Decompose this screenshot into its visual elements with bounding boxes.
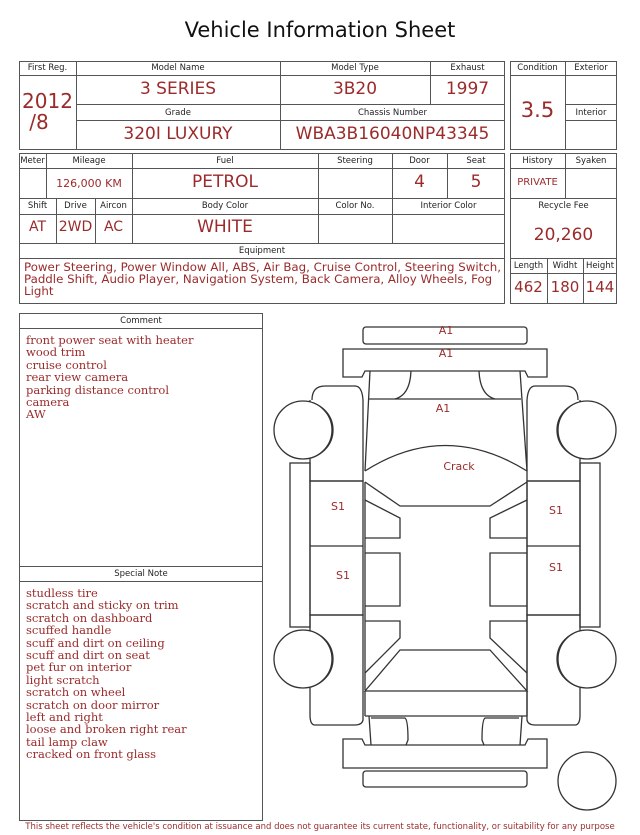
steering-label: Steering [337, 156, 373, 166]
right-front-door-mark: S1 [549, 504, 563, 517]
grade-label: Grade [165, 108, 191, 118]
left-rocker [290, 463, 310, 627]
note-item: scratch and sticky on trim [26, 598, 179, 613]
fuel-value: PETROL [191, 172, 259, 192]
shift-value: AT [28, 219, 47, 235]
right-rear-door-mark: S1 [549, 561, 563, 574]
note-item: scratch on dashboard [26, 610, 153, 625]
model-type-value: 3B20 [332, 79, 378, 99]
width-value: 180 [550, 278, 580, 296]
syaken-label: Syaken [575, 156, 607, 166]
exterior-label: Exterior [574, 63, 608, 73]
equipment-label: Equipment [238, 246, 286, 256]
model-name-value: 3 SERIES [139, 79, 217, 99]
seat-value: 5 [470, 172, 482, 192]
door-value: 4 [414, 172, 425, 192]
windshield-mark: Crack [443, 460, 475, 473]
note-item: scratch on door mirror [26, 697, 160, 712]
first-reg-label: First Reg. [27, 63, 68, 73]
first-reg-month: /8 [29, 110, 49, 134]
front-bumper-2-mark: A1 [438, 347, 454, 360]
special-note-label: Special Note [114, 569, 168, 579]
note-item: left and right [26, 710, 103, 725]
grade-value: 320I LUXURY [123, 124, 233, 144]
rear-bumper [343, 739, 547, 768]
first-reg-year: 2012 [22, 89, 73, 113]
rear-window [365, 650, 527, 691]
left-rear-wheel [274, 630, 332, 688]
recycle-fee-value: 20,260 [533, 225, 594, 245]
aircon-label: Aircon [100, 201, 127, 211]
exhaust-value: 1997 [445, 79, 490, 99]
condition-label: Condition [517, 63, 558, 73]
condition-value: 3.5 [520, 98, 555, 122]
rear-bumper-bar [363, 771, 527, 787]
width-label: Widht [552, 261, 578, 271]
left-rear-door [365, 553, 400, 606]
comment-item: parking distance control [26, 382, 170, 397]
right-rear-wheel [558, 630, 616, 688]
note-item: cracked on front glass [26, 747, 157, 762]
history-label: History [522, 156, 553, 166]
note-item: tail lamp claw [26, 734, 108, 749]
comment-item: wood trim [26, 345, 86, 360]
comment-item: AW [26, 407, 46, 422]
mileage-value: 126,000 KM [56, 177, 122, 190]
interior-color-label: Interior Color [420, 201, 477, 211]
note-item: scratch on wheel [26, 685, 126, 700]
hood-mark: A1 [435, 402, 451, 415]
mileage-label: Mileage [72, 156, 106, 166]
comment-item: front power seat with heater [26, 333, 194, 347]
note-item: light scratch [26, 672, 100, 687]
page-title: Vehicle Information Sheet [184, 18, 456, 42]
right-front-wheel [558, 401, 616, 459]
meter-label: Meter [20, 156, 45, 166]
interior-label: Interior [575, 108, 607, 118]
right-rear-door [490, 553, 527, 606]
note-item: loose and broken right rear [26, 722, 187, 737]
comment-label: Comment [120, 316, 162, 326]
note-item: studless tire [26, 586, 98, 600]
left-front-door [365, 500, 400, 538]
note-item: scuff and dirt on seat [26, 648, 150, 663]
comment-item: cruise control [26, 357, 107, 372]
comment-item: camera [26, 395, 70, 410]
disclaimer-footer: This sheet reflects the vehicle's condition at issuance and does not guarantee its current state, functionality, or suitability for any purpose [25, 822, 615, 832]
history-value: PRIVATE [517, 177, 558, 188]
length-label: Length [513, 261, 544, 271]
height-label: Height [585, 261, 615, 271]
spare-wheel [558, 752, 616, 810]
chassis-label: Chassis Number [357, 108, 428, 118]
right-front-door [490, 500, 527, 538]
body-color-label: Body Color [201, 201, 249, 211]
model-type-label: Model Type [331, 63, 379, 73]
door-label: Door [409, 156, 430, 166]
fuel-label: Fuel [216, 156, 234, 166]
left-front-door-mark: S1 [331, 500, 345, 513]
note-item: pet fur on interior [26, 660, 132, 675]
front-bumper-mark: A1 [438, 324, 454, 337]
left-rear-door-mark: S1 [336, 569, 350, 582]
body-color-value: WHITE [197, 217, 253, 237]
seat-label: Seat [466, 156, 486, 166]
right-rocker [580, 463, 600, 627]
right-side-panel [527, 481, 580, 615]
color-no-label: Color No. [335, 201, 375, 211]
height-value: 144 [585, 278, 615, 296]
recycle-fee-label: Recycle Fee [538, 201, 589, 211]
model-name-label: Model Name [151, 63, 205, 73]
equipment-value: Power Steering, Power Window All, ABS, Air Bag, Cruise Control, Steering Switch, Paddle Shift, Audio Player, Navigation System, Back Camera, Alloy Wheels, Fog Light [24, 260, 502, 298]
left-front-wheel [274, 401, 332, 459]
chassis-value: WBA3B16040NP43345 [295, 124, 490, 144]
drive-label: Drive [64, 201, 87, 211]
exhaust-label: Exhaust [450, 63, 485, 73]
shift-label: Shift [27, 201, 48, 211]
note-item: scuff and dirt on ceiling [26, 635, 165, 650]
drive-value: 2WD [58, 219, 93, 235]
note-item: scuffed handle [26, 623, 112, 638]
aircon-value: AC [103, 219, 124, 235]
length-value: 462 [514, 278, 543, 296]
comment-item: rear view camera [26, 370, 129, 385]
